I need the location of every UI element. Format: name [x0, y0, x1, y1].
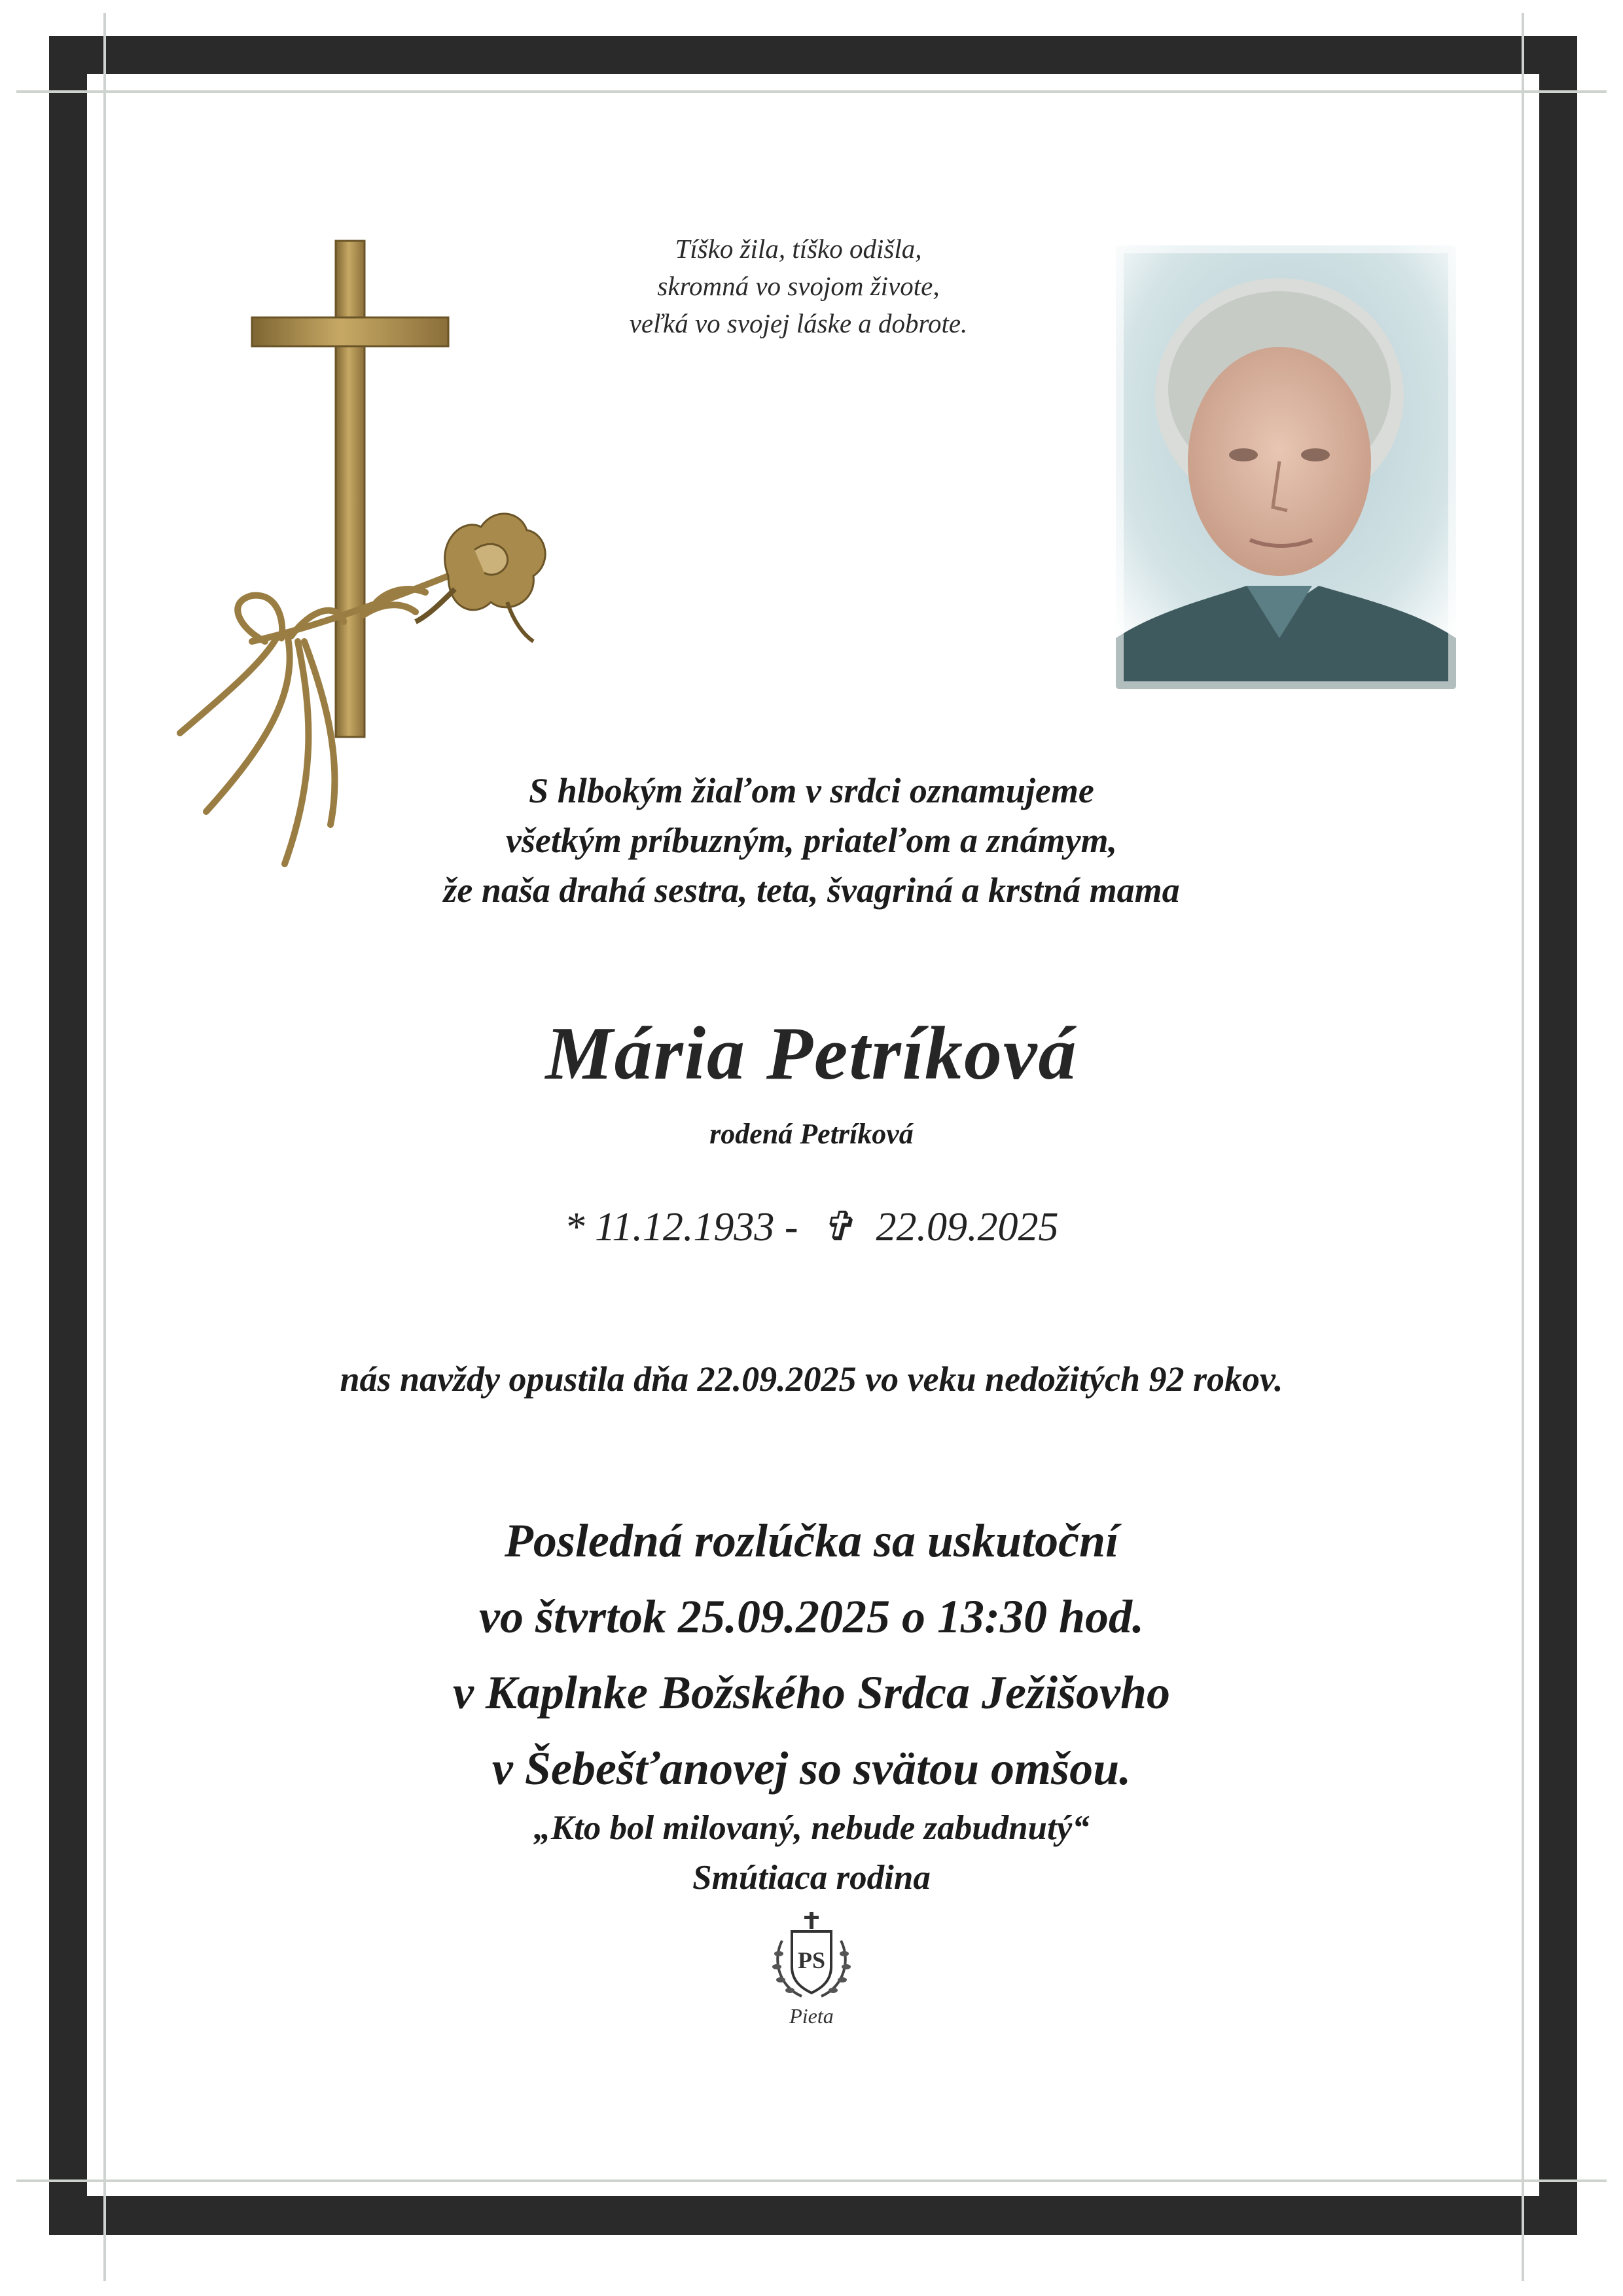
frame-thin-line-left — [103, 13, 106, 2281]
mourning-family: Smútiaca rodina — [692, 1859, 931, 1897]
funeral-details — [196, 1503, 1427, 1806]
closing-quote — [262, 1803, 1361, 1903]
funeral-line: v Šebešťanovej so svätou omšou. — [491, 1742, 1132, 1795]
birth-date: * 11.12.1933 - — [564, 1205, 798, 1249]
poem-line: veľká vo svojej láske a dobrote. — [629, 308, 968, 338]
life-dates — [393, 1201, 1230, 1253]
intro-line: že naša drahá sestra, teta, švagriná a krstná mama — [443, 870, 1180, 910]
poem-line: skromná vo svojom živote, — [657, 271, 940, 301]
logo-label: Pieta — [789, 2004, 834, 2028]
maiden-name: rodená Petríková — [709, 1118, 914, 1150]
announcement-intro — [216, 766, 1407, 915]
frame-thin-line-top — [16, 90, 1607, 93]
logo-monogram: PS — [797, 1947, 826, 1973]
frame-left-border — [49, 36, 87, 2235]
frame-bottom-border — [49, 2196, 1577, 2235]
frame-right-border — [1539, 36, 1577, 2235]
intro-line: S hlbokým žiaľom v srdci oznamujeme — [529, 771, 1094, 810]
frame-top-border — [49, 36, 1577, 74]
intro-line: všetkým príbuzným, priateľom a známym, — [505, 821, 1118, 860]
funeral-line: Posledná rozlúčka sa uskutoční — [504, 1515, 1119, 1567]
quote-text: „Kto bol milovaný, nebude zabudnutý“ — [533, 1809, 1090, 1847]
death-cross-icon: ✞ — [820, 1205, 854, 1249]
deceased-name: Mária Petríková — [545, 1012, 1078, 1096]
poem-verse — [517, 230, 1080, 342]
portrait-photo — [1116, 245, 1456, 689]
frame-thin-line-bottom — [16, 2179, 1607, 2182]
death-date: 22.09.2025 — [876, 1205, 1059, 1249]
funeral-line: v Kaplnke Božského Srdca Ježišovho — [452, 1666, 1171, 1719]
poem-line: Tíško žila, tíško odišla, — [675, 234, 922, 264]
funeral-line: vo štvrtok 25.09.2025 o 13:30 hod. — [479, 1590, 1144, 1643]
frame-thin-line-right — [1522, 13, 1524, 2281]
passing-statement: nás navždy opustila dňa 22.09.2025 vo veku nedožitých 92 rokov. — [340, 1359, 1283, 1399]
